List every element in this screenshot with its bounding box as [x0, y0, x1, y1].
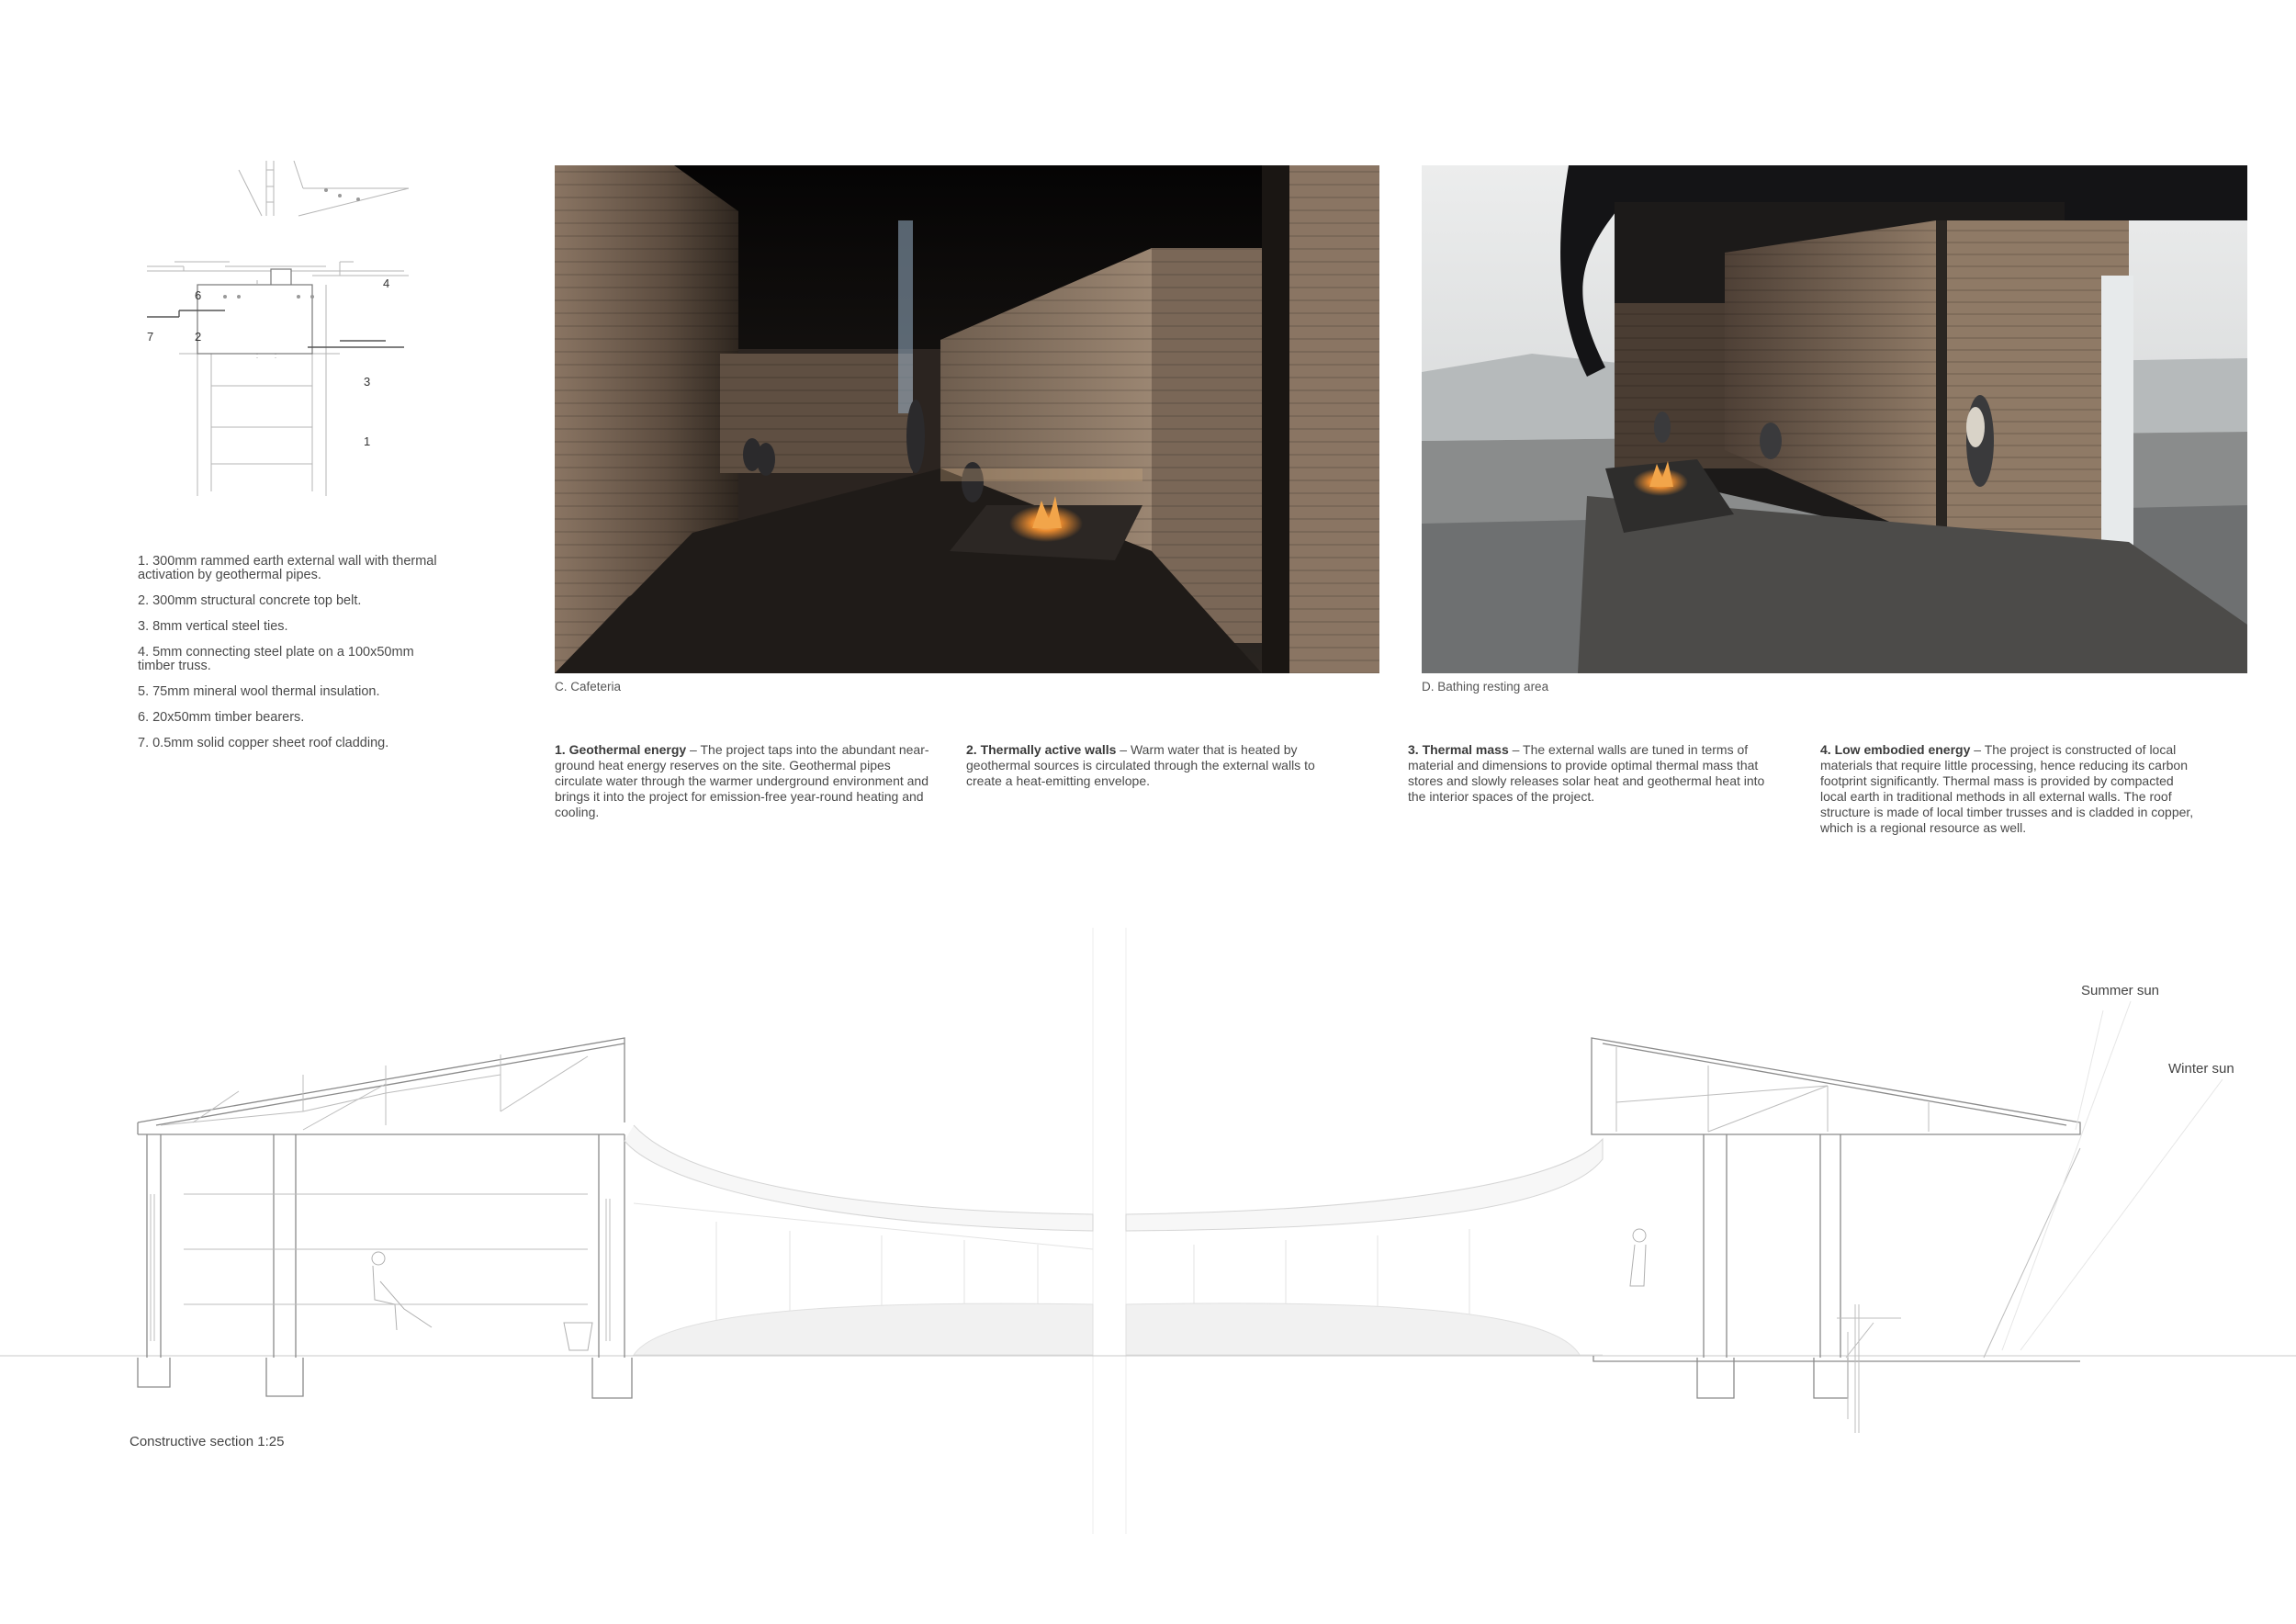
concept-text: – The project taps into the abundant near-ground heat energy reserves on the site. Geothermal pipes circulate water through the warmer underground environment and brings it into the project for emission-free year-round heating and cooling.: [555, 742, 929, 819]
bathing-area-render: [1422, 165, 2247, 673]
legend-item: 4. 5mm connecting steel plate on a 100x50mm timber truss.: [138, 645, 414, 673]
detail-label-1: 1: [364, 434, 371, 448]
legend-item: 3. 8mm vertical steel ties.: [138, 619, 288, 634]
concept-text: – The project is constructed of local materials that require little processing, hence reducing its carbon footprint significantly. Thermal mass is provided by compacted local earth in traditional methods in all external walls. The roof structure is made of local timber trusses and is cladded in copper, which is a regional resource as well.: [1820, 742, 2194, 835]
construction-detail-drawing: [129, 161, 432, 510]
winter-sun-label: Winter sun: [2168, 1061, 2234, 1077]
legend-item: 7. 0.5mm solid copper sheet roof cladding.: [138, 736, 389, 750]
concept-thermal-mass: [1408, 742, 1784, 805]
detail-label-6: 6: [195, 288, 202, 302]
concept-thermally-active-walls: [966, 742, 1343, 789]
legend-item: 2. 300mm structural concrete top belt.: [138, 593, 362, 608]
cafeteria-render: [555, 165, 1379, 673]
concept-low-embodied-energy: [1820, 742, 2197, 836]
concept-text: – Warm water that is heated by geothermal sources is circulated through the external walls to create a heat-emitting envelope.: [966, 742, 1315, 788]
legend-item: 1. 300mm rammed earth external wall with thermal activation by geothermal pipes.: [138, 554, 437, 582]
concept-geothermal-energy: [555, 742, 931, 820]
cafeteria-caption: C. Cafeteria: [555, 680, 622, 694]
material-legend: [138, 555, 441, 762]
legend-item: 6. 20x50mm timber bearers.: [138, 710, 305, 725]
concept-title: 4. Low embodied energy: [1820, 742, 1971, 757]
detail-label-2: 2: [195, 330, 202, 344]
section-label: Constructive section 1:25: [129, 1434, 285, 1449]
detail-label-4: 4: [383, 276, 390, 290]
concept-title: 3. Thermal mass: [1408, 742, 1509, 757]
detail-label-7: 7: [147, 330, 154, 344]
detail-label-3: 3: [364, 375, 371, 389]
bathing-caption: D. Bathing resting area: [1422, 680, 1549, 694]
legend-item: 5. 75mm mineral wool thermal insulation.: [138, 684, 380, 699]
concept-title: 1. Geothermal energy: [555, 742, 687, 757]
concept-title: 2. Thermally active walls: [966, 742, 1117, 757]
concept-text: – The external walls are tuned in terms of material and dimensions to provide optimal thermal mass that stores and slowly releases solar heat and geothermal heat into the interior spaces of the project.: [1408, 742, 1765, 804]
summer-sun-label: Summer sun: [2081, 983, 2160, 998]
